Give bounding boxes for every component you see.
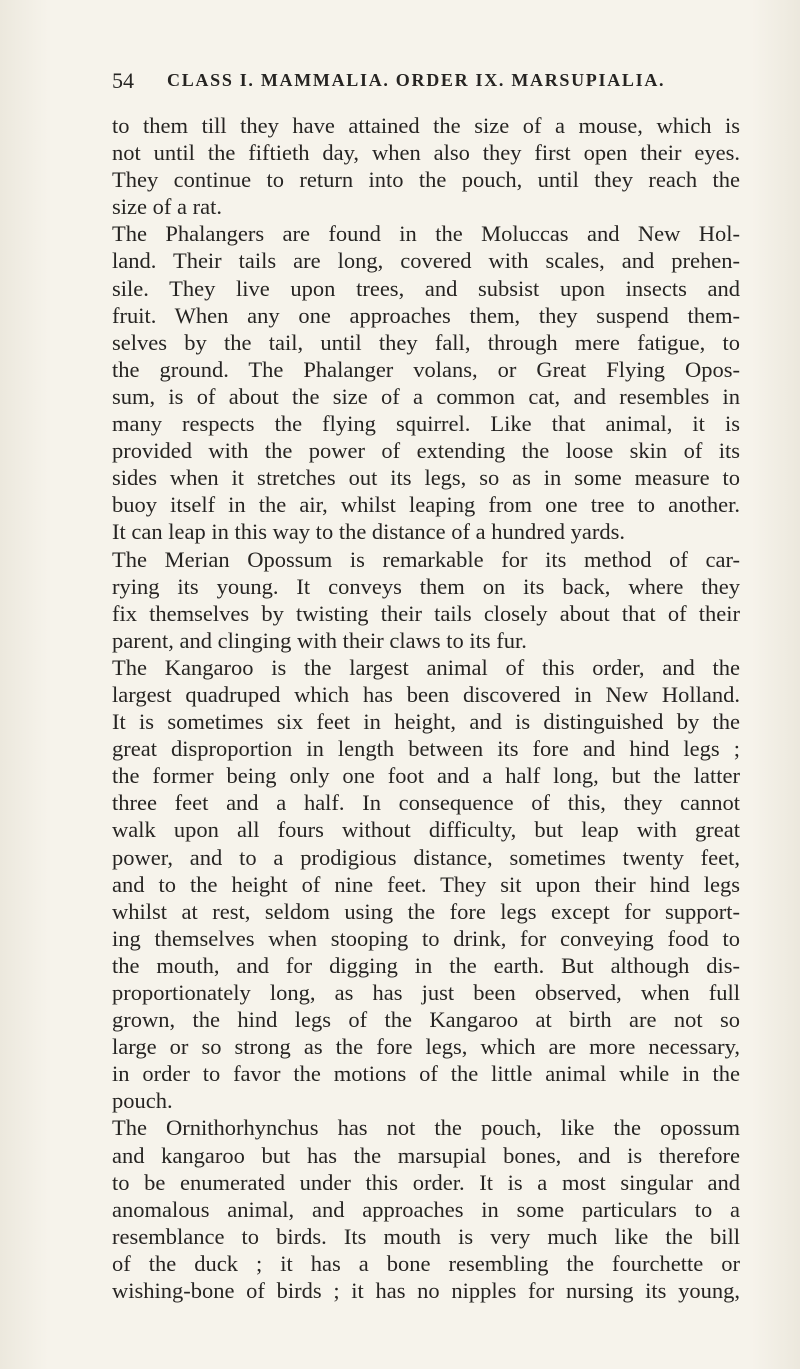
- text-line: It can leap in this way to the distance of a hundred yards.: [112, 519, 625, 545]
- text-line: and to the height of nine feet. They sit upon their hind legs: [112, 871, 740, 897]
- body-text: [112, 112, 740, 1304]
- text-line: walk upon all fours without difficulty, but leap with great: [112, 817, 740, 843]
- text-line: fix themselves by twisting their tails closely about that of their: [112, 600, 740, 626]
- text-line: The Ornithorhynchus has not the pouch, like the opossum: [112, 1115, 740, 1141]
- text-line: sile. They live upon trees, and subsist upon insects and: [112, 275, 740, 301]
- text-line: anomalous animal, and approaches in some particulars to a: [112, 1196, 740, 1222]
- page-header: [112, 68, 734, 94]
- text-line: pouch.: [112, 1088, 173, 1114]
- text-line: in order to favor the motions of the little animal while in the: [112, 1061, 740, 1087]
- text-line: the former being only one foot and a half long, but the latter: [112, 763, 740, 789]
- text-line: power, and to a prodigious distance, sometimes twenty feet,: [112, 844, 740, 870]
- text-line: ing themselves when stooping to drink, for conveying food to: [112, 925, 740, 951]
- text-line: whilst at rest, seldom using the fore legs except for support-: [112, 898, 740, 924]
- text-line: many respects the flying squirrel. Like that animal, it is: [112, 411, 740, 437]
- text-line: large or so strong as the fore legs, which are more necessary,: [112, 1034, 740, 1060]
- text-line: size of a rat.: [112, 194, 222, 220]
- text-line: They continue to return into the pouch, until they reach the: [112, 167, 740, 193]
- text-line: buoy itself in the air, whilst leaping from one tree to another.: [112, 492, 740, 518]
- text-line: not until the fiftieth day, when also they first open their eyes.: [112, 140, 740, 166]
- text-line: sides when it stretches out its legs, so as in some measure to: [112, 465, 740, 491]
- text-line: The Phalangers are found in the Moluccas and New Hol-: [112, 221, 740, 247]
- text-line: provided with the power of extending the loose skin of its: [112, 438, 740, 464]
- text-line: grown, the hind legs of the Kangaroo at birth are not so: [112, 1007, 740, 1033]
- text-line: It is sometimes six feet in height, and is distinguished by the: [112, 709, 740, 735]
- text-line: the mouth, and for digging in the earth. But although dis-: [112, 952, 740, 978]
- page-number: 54: [112, 68, 134, 93]
- text-line: great disproportion in length between its fore and hind legs ;: [112, 736, 740, 762]
- text-line: selves by the tail, until they fall, through mere fatigue, to: [112, 329, 740, 355]
- text-line: to be enumerated under this order. It is a most singular and: [112, 1169, 740, 1195]
- text-line: wishing-bone of birds ; it has no nipples for nursing its young,: [112, 1278, 740, 1304]
- text-line: the ground. The Phalanger volans, or Great Flying Opos-: [112, 356, 740, 382]
- text-line: sum, is of about the size of a common cat, and resembles in: [112, 383, 740, 409]
- text-line: The Merian Opossum is remarkable for its method of car-: [112, 546, 740, 572]
- text-line: resemblance to birds. Its mouth is very much like the bill: [112, 1223, 740, 1249]
- text-line: parent, and clinging with their claws to its fur.: [112, 627, 527, 653]
- text-line: largest quadruped which has been discovered in New Holland.: [112, 681, 740, 707]
- text-line: and kangaroo but has the marsupial bones, and is therefore: [112, 1142, 740, 1168]
- text-line: rying its young. It conveys them on its back, where they: [112, 573, 740, 599]
- text-line: land. Their tails are long, covered with scales, and prehen-: [112, 248, 740, 274]
- text-line: proportionately long, as has just been observed, when full: [112, 980, 740, 1005]
- text-line: of the duck ; it has a bone resembling the fourchette or: [112, 1250, 740, 1276]
- text-line: The Kangaroo is the largest animal of this order, and the: [112, 654, 740, 680]
- running-head: CLASS I. MAMMALIA. ORDER IX. MARSUPIALIA.: [167, 70, 666, 90]
- text-line: to them till they have attained the size of a mouse, which is: [112, 113, 740, 138]
- text-line: three feet and a half. In consequence of this, they cannot: [112, 790, 740, 816]
- text-line: fruit. When any one approaches them, they suspend them-: [112, 302, 740, 328]
